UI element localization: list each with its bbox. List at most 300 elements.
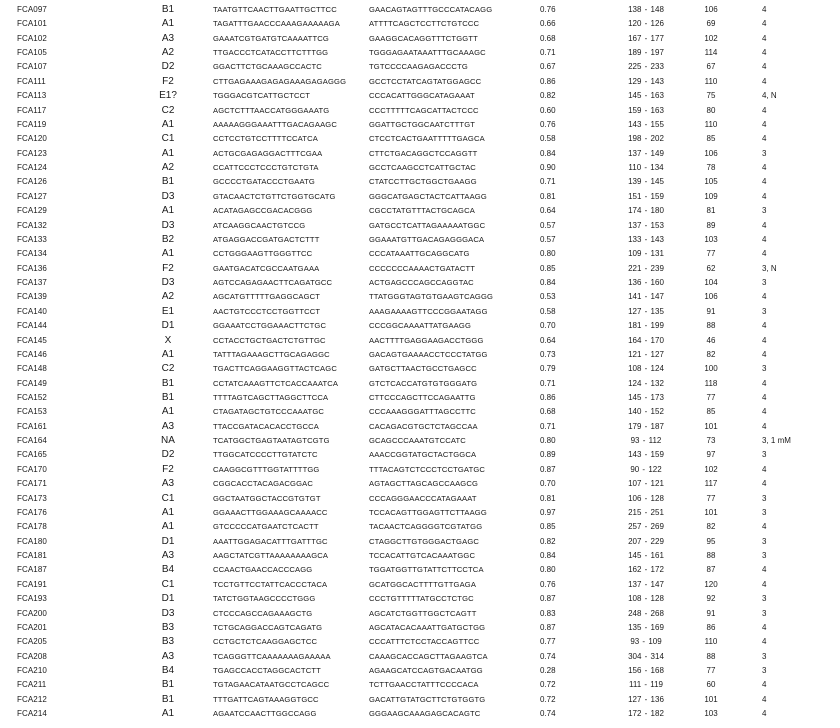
locus-name: FCA173 bbox=[17, 493, 47, 503]
locus-name: FCA200 bbox=[17, 608, 47, 618]
chromosome-assignment: A3 bbox=[161, 420, 175, 432]
sample-size: 91 bbox=[706, 608, 716, 618]
allele-size-range: 137 - 153 bbox=[628, 220, 664, 230]
forward-primer: TTGGCATCCCCTTGTATCTC bbox=[213, 450, 318, 460]
sample-size: 92 bbox=[706, 594, 716, 604]
sample-size: 85 bbox=[706, 134, 716, 144]
heterozygosity: 0.87 bbox=[540, 622, 556, 632]
sample-size: 80 bbox=[706, 105, 716, 115]
allele-size-range: 107 - 121 bbox=[628, 479, 664, 489]
table-row bbox=[0, 678, 840, 692]
sample-size: 82 bbox=[706, 349, 716, 359]
mgcl-concentration: 3 bbox=[762, 278, 767, 288]
chromosome-assignment: A1 bbox=[161, 348, 175, 360]
allele-size-range: 151 - 159 bbox=[628, 191, 664, 201]
sample-size: 77 bbox=[706, 666, 716, 676]
chromosome-assignment: A1 bbox=[161, 147, 175, 159]
reverse-primer: CCCACATTGGGCATAGAAAT bbox=[369, 91, 475, 101]
heterozygosity: 0.57 bbox=[540, 234, 556, 244]
forward-primer: AGTCCAGAGAACTTCAGATGCC bbox=[213, 278, 333, 288]
mgcl-concentration: 4 bbox=[762, 464, 767, 474]
table-row bbox=[0, 549, 840, 563]
chromosome-assignment: A1 bbox=[161, 248, 175, 260]
reverse-primer: GCCTCCTATCAGTATGGAGCC bbox=[369, 76, 482, 86]
forward-primer: AAATTGGAGACATTTGATTTGC bbox=[213, 536, 328, 546]
mgcl-concentration: 4 bbox=[762, 407, 767, 417]
mgcl-concentration: 4 bbox=[762, 680, 767, 690]
allele-size-range: 140 - 152 bbox=[628, 407, 664, 417]
table-row bbox=[0, 132, 840, 146]
table-row bbox=[0, 161, 840, 175]
table-row bbox=[0, 506, 840, 520]
chromosome-assignment: B1 bbox=[161, 377, 175, 389]
locus-name: FCA113 bbox=[17, 91, 47, 101]
table-row bbox=[0, 319, 840, 333]
locus-name: FCA140 bbox=[17, 306, 47, 316]
allele-size-range: 127 - 136 bbox=[628, 694, 664, 704]
forward-primer: CCTGGGAAGTTGGGTTCC bbox=[213, 249, 313, 259]
heterozygosity: 0.79 bbox=[540, 364, 556, 374]
chromosome-assignment: D3 bbox=[161, 219, 175, 231]
locus-name: FCA120 bbox=[17, 134, 47, 144]
chromosome-assignment: C1 bbox=[161, 492, 175, 504]
forward-primer: CAAGGCGTTTGGTATTTTGG bbox=[213, 464, 320, 474]
heterozygosity: 0.58 bbox=[540, 134, 556, 144]
forward-primer: CCTACCTGCTGACTCTGTTGC bbox=[213, 335, 326, 345]
locus-name: FCA129 bbox=[17, 206, 47, 216]
allele-size-range: 139 - 145 bbox=[628, 177, 664, 187]
chromosome-assignment: B1 bbox=[161, 391, 175, 403]
heterozygosity: 0.53 bbox=[540, 292, 556, 302]
reverse-primer: CCCGGCAAAATTATGAAGG bbox=[369, 321, 471, 331]
sample-size: 62 bbox=[706, 263, 716, 273]
chromosome-assignment: A1 bbox=[161, 18, 175, 30]
mgcl-concentration: 4 bbox=[762, 421, 767, 431]
allele-size-range: 174 - 180 bbox=[628, 206, 664, 216]
chromosome-assignment: B4 bbox=[161, 665, 175, 677]
forward-primer: CGGCACCTACAGACGGAC bbox=[213, 479, 314, 489]
allele-size-range: 137 - 149 bbox=[628, 148, 664, 158]
forward-primer: GAAATCGTGATGTCAAAATTCG bbox=[213, 33, 329, 43]
reverse-primer: TTATGGGTAGTGTGAAGTCAGGG bbox=[369, 292, 494, 302]
reverse-primer: AACTTTTGAGGAAGACCTGGG bbox=[369, 335, 484, 345]
locus-name: FCA181 bbox=[17, 551, 47, 561]
heterozygosity: 0.77 bbox=[540, 637, 556, 647]
table-row bbox=[0, 434, 840, 448]
allele-size-range: 124 - 132 bbox=[628, 378, 664, 388]
table-row bbox=[0, 147, 840, 161]
mgcl-concentration: 4 bbox=[762, 292, 767, 302]
chromosome-assignment: C1 bbox=[161, 578, 175, 590]
reverse-primer: GAACAGTAGTTTGCCCATACAGG bbox=[369, 5, 493, 14]
mgcl-concentration: 4 bbox=[762, 335, 767, 345]
forward-primer: ACTGCGAGAGGACTTTCGAA bbox=[213, 148, 323, 158]
allele-size-range: 106 - 128 bbox=[628, 493, 664, 503]
chromosome-assignment: D3 bbox=[161, 607, 175, 619]
heterozygosity: 0.67 bbox=[540, 62, 556, 72]
reverse-primer: GGGCATGAGCTACTCATTAAGG bbox=[369, 191, 487, 201]
table-row bbox=[0, 607, 840, 621]
forward-primer: TGGGACGTCATTGCTCCT bbox=[213, 91, 311, 101]
heterozygosity: 0.83 bbox=[540, 608, 556, 618]
heterozygosity: 0.73 bbox=[540, 349, 556, 359]
allele-size-range: 145 - 163 bbox=[628, 91, 664, 101]
sample-size: 101 bbox=[704, 421, 718, 431]
allele-size-range: 304 - 314 bbox=[628, 651, 664, 661]
reverse-primer: AGCATCTGGTTGGCTCAGTT bbox=[369, 608, 477, 618]
forward-primer: TATTTAGAAAGCTTGCAGAGGC bbox=[213, 349, 330, 359]
mgcl-concentration: 3, 1 mM bbox=[762, 436, 791, 446]
sample-size: 67 bbox=[706, 62, 716, 72]
locus-name: FCA136 bbox=[17, 263, 47, 273]
locus-name: FCA105 bbox=[17, 48, 47, 58]
locus-name: FCA153 bbox=[17, 407, 47, 417]
sample-size: 106 bbox=[704, 292, 718, 302]
reverse-primer: AAACCGGTATGCTACTGGCA bbox=[369, 450, 477, 460]
forward-primer: AGCTCTTTAACCATGGGAAATG bbox=[213, 105, 330, 115]
locus-name: FCA214 bbox=[17, 709, 47, 719]
sample-size: 95 bbox=[706, 536, 716, 546]
forward-primer: CCAACTGAACCACCCAGG bbox=[213, 565, 313, 575]
sample-size: 85 bbox=[706, 407, 716, 417]
heterozygosity: 0.60 bbox=[540, 105, 556, 115]
reverse-primer: GGATTGCTGGCAATCTTTGT bbox=[369, 119, 476, 129]
table-row bbox=[0, 664, 840, 678]
locus-name: FCA178 bbox=[17, 522, 47, 532]
locus-name: FCA144 bbox=[17, 321, 47, 331]
heterozygosity: 0.76 bbox=[540, 579, 556, 589]
mgcl-concentration: 4 bbox=[762, 105, 767, 115]
chromosome-assignment: E1 bbox=[161, 305, 175, 317]
heterozygosity: 0.28 bbox=[540, 666, 556, 676]
mgcl-concentration: 3 bbox=[762, 306, 767, 316]
heterozygosity: 0.70 bbox=[540, 479, 556, 489]
mgcl-concentration: 4 bbox=[762, 709, 767, 719]
table-row bbox=[0, 448, 840, 462]
sample-size: 101 bbox=[704, 694, 718, 704]
mgcl-concentration: 4 bbox=[762, 637, 767, 647]
allele-size-range: 215 - 251 bbox=[628, 507, 664, 517]
reverse-primer: GACATTGTATGCTTCTGTGGTG bbox=[369, 694, 486, 704]
table-row bbox=[0, 391, 840, 405]
allele-size-range: 198 - 202 bbox=[628, 134, 664, 144]
forward-primer: TCCTGTTCCTATTCACCCTACA bbox=[213, 579, 328, 589]
mgcl-concentration: 3 bbox=[762, 651, 767, 661]
heterozygosity: 0.71 bbox=[540, 421, 556, 431]
mgcl-concentration: 4 bbox=[762, 177, 767, 187]
heterozygosity: 0.86 bbox=[540, 392, 556, 402]
locus-name: FCA146 bbox=[17, 349, 47, 359]
sample-size: 103 bbox=[704, 234, 718, 244]
heterozygosity: 0.81 bbox=[540, 493, 556, 503]
allele-size-range: 181 - 199 bbox=[628, 321, 664, 331]
allele-size-range: 109 - 131 bbox=[628, 249, 664, 259]
locus-name: FCA097 bbox=[17, 5, 47, 14]
forward-primer: ATCAAGGCAACTGTCCG bbox=[213, 220, 306, 230]
table-row bbox=[0, 17, 840, 31]
reverse-primer: CTTCCCAGCTTCCAGAATTG bbox=[369, 392, 476, 402]
allele-size-range: 127 - 135 bbox=[628, 306, 664, 316]
heterozygosity: 0.66 bbox=[540, 19, 556, 29]
mgcl-concentration: 4 bbox=[762, 19, 767, 29]
chromosome-assignment: B1 bbox=[161, 679, 175, 691]
reverse-primer: GCAGCCCAAATGTCCATC bbox=[369, 436, 466, 446]
table-row bbox=[0, 75, 840, 89]
locus-name: FCA201 bbox=[17, 622, 47, 632]
reverse-primer: TGGGAGAATAAATTTGCAAAGC bbox=[369, 48, 486, 58]
locus-name: FCA148 bbox=[17, 364, 47, 374]
reverse-primer: GATGCTTAACTGCCTGAGCC bbox=[369, 364, 477, 374]
reverse-primer: CTAGGCTTGTGGGACTGAGC bbox=[369, 536, 480, 546]
sample-size: 82 bbox=[706, 522, 716, 532]
allele-size-range: 135 - 169 bbox=[628, 622, 664, 632]
chromosome-assignment: A3 bbox=[161, 32, 175, 44]
sample-size: 88 bbox=[706, 651, 716, 661]
chromosome-assignment: NA bbox=[161, 435, 175, 447]
heterozygosity: 0.84 bbox=[540, 278, 556, 288]
table-row bbox=[0, 118, 840, 132]
mgcl-concentration: 3 bbox=[762, 666, 767, 676]
locus-name: FCA176 bbox=[17, 507, 47, 517]
locus-name: FCA205 bbox=[17, 637, 47, 647]
allele-size-range: 172 - 182 bbox=[628, 709, 664, 719]
locus-name: FCA119 bbox=[17, 119, 47, 129]
forward-primer: CTAGATAGCTGTCCCAAATGC bbox=[213, 407, 325, 417]
reverse-primer: GACAGTGAAAACCTCCCTATGG bbox=[369, 349, 488, 359]
sample-size: 104 bbox=[704, 278, 718, 288]
chromosome-assignment: C2 bbox=[161, 104, 175, 116]
forward-primer: CCTGCTCTCAAGGAGCTCC bbox=[213, 637, 318, 647]
locus-name: FCA111 bbox=[17, 76, 46, 86]
chromosome-assignment: B4 bbox=[161, 564, 175, 576]
sample-size: 87 bbox=[706, 565, 716, 575]
table-row bbox=[0, 290, 840, 304]
forward-primer: TGAGCCACCTAGGCACTCTT bbox=[213, 666, 321, 676]
table-row bbox=[0, 405, 840, 419]
heterozygosity: 0.84 bbox=[540, 551, 556, 561]
heterozygosity: 0.70 bbox=[540, 321, 556, 331]
chromosome-assignment: B1 bbox=[161, 176, 175, 188]
reverse-primer: AAAGAAAAGTTCCCGGAATAGG bbox=[369, 306, 488, 316]
chromosome-assignment: C1 bbox=[161, 133, 175, 145]
forward-primer: CCTATCAAAGTTCTCACCAAATCA bbox=[213, 378, 339, 388]
sample-size: 88 bbox=[706, 551, 716, 561]
mgcl-concentration: 4 bbox=[762, 694, 767, 704]
heterozygosity: 0.86 bbox=[540, 76, 556, 86]
sample-size: 77 bbox=[706, 249, 716, 259]
reverse-primer: CTATCCTTGCTGGCTGAAGG bbox=[369, 177, 477, 187]
heterozygosity: 0.72 bbox=[540, 694, 556, 704]
heterozygosity: 0.72 bbox=[540, 680, 556, 690]
heterozygosity: 0.82 bbox=[540, 536, 556, 546]
reverse-primer: TTTACAGTCTCCCTCCTGATGC bbox=[369, 464, 486, 474]
allele-size-range: 159 - 163 bbox=[628, 105, 664, 115]
chromosome-assignment: D1 bbox=[161, 320, 175, 332]
locus-name: FCA164 bbox=[17, 436, 47, 446]
mgcl-concentration: 3 bbox=[762, 608, 767, 618]
chromosome-assignment: A1 bbox=[161, 205, 175, 217]
table-row bbox=[0, 477, 840, 491]
mgcl-concentration: 4 bbox=[762, 249, 767, 259]
table-row bbox=[0, 578, 840, 592]
table-row bbox=[0, 219, 840, 233]
reverse-primer: CTCCTCACTGAATTTTTGAGCA bbox=[369, 134, 485, 144]
locus-name: FCA126 bbox=[17, 177, 47, 187]
heterozygosity: 0.82 bbox=[540, 91, 556, 101]
heterozygosity: 0.89 bbox=[540, 450, 556, 460]
locus-name: FCA210 bbox=[17, 666, 47, 676]
heterozygosity: 0.80 bbox=[540, 565, 556, 575]
sample-size: 91 bbox=[706, 306, 716, 316]
table-row bbox=[0, 233, 840, 247]
reverse-primer: GGAAATGTTGACAGAGGGACA bbox=[369, 234, 485, 244]
allele-size-range: 141 - 147 bbox=[628, 292, 664, 302]
mgcl-concentration: 4 bbox=[762, 62, 767, 72]
forward-primer: ATGAGGACCGATGACTCTTT bbox=[213, 234, 320, 244]
chromosome-assignment: D3 bbox=[161, 190, 175, 202]
sample-size: 102 bbox=[704, 33, 718, 43]
chromosome-assignment: A1 bbox=[161, 118, 175, 130]
forward-primer: AAGCTATCGTTAAAAAAAAGCA bbox=[213, 551, 329, 561]
heterozygosity: 0.81 bbox=[540, 191, 556, 201]
chromosome-assignment: C2 bbox=[161, 363, 175, 375]
forward-primer: TTTGATTCAGTAAAGGTGCC bbox=[213, 694, 319, 704]
chromosome-assignment: A1 bbox=[161, 506, 175, 518]
chromosome-assignment: A1 bbox=[161, 406, 175, 418]
sample-size: 69 bbox=[706, 19, 716, 29]
locus-name: FCA123 bbox=[17, 148, 47, 158]
allele-size-range: 225 - 233 bbox=[628, 62, 664, 72]
heterozygosity: 0.64 bbox=[540, 206, 556, 216]
chromosome-assignment: A3 bbox=[161, 478, 175, 490]
allele-size-range: 110 - 134 bbox=[628, 163, 664, 173]
locus-name: FCA134 bbox=[17, 249, 47, 259]
table-row bbox=[0, 377, 840, 391]
locus-name: FCA133 bbox=[17, 234, 47, 244]
reverse-primer: GTCTCACCATGTGTGGGATG bbox=[369, 378, 478, 388]
mgcl-concentration: 4 bbox=[762, 163, 767, 173]
sample-size: 75 bbox=[706, 91, 716, 101]
heterozygosity: 0.80 bbox=[540, 436, 556, 446]
heterozygosity: 0.80 bbox=[540, 249, 556, 259]
sample-size: 46 bbox=[706, 335, 716, 345]
sample-size: 118 bbox=[704, 378, 718, 388]
mgcl-concentration: 4 bbox=[762, 479, 767, 489]
chromosome-assignment: A3 bbox=[161, 650, 175, 662]
sample-size: 110 bbox=[704, 637, 718, 647]
allele-size-range: 167 - 177 bbox=[628, 33, 664, 43]
reverse-primer: CCCAAAGGGATTTAGCCTTC bbox=[369, 407, 476, 417]
reverse-primer: GGGAAGCAAAGAGCACAGTC bbox=[369, 709, 481, 719]
allele-size-range: 121 - 127 bbox=[628, 349, 664, 359]
allele-size-range: 189 - 197 bbox=[628, 48, 664, 58]
sample-size: 81 bbox=[706, 206, 716, 216]
sample-size: 73 bbox=[706, 436, 716, 446]
mgcl-concentration: 4 bbox=[762, 5, 767, 14]
heterozygosity: 0.71 bbox=[540, 48, 556, 58]
sample-size: 109 bbox=[704, 191, 718, 201]
locus-name: FCA211 bbox=[17, 680, 47, 690]
locus-name: FCA145 bbox=[17, 335, 47, 345]
allele-size-range: 207 - 229 bbox=[628, 536, 664, 546]
forward-primer: TTGACCCTCATACCTTCTTTGG bbox=[213, 48, 329, 58]
reverse-primer: CCCCCCCAAAACTGATACTT bbox=[369, 263, 476, 273]
sample-size: 102 bbox=[704, 464, 718, 474]
table-row bbox=[0, 420, 840, 434]
mgcl-concentration: 4, N bbox=[762, 91, 777, 101]
reverse-primer: GATGCCTCATTAGAAAAATGGC bbox=[369, 220, 486, 230]
allele-size-range: 120 - 126 bbox=[628, 19, 664, 29]
allele-size-range: 111 - 119 bbox=[628, 680, 664, 690]
sample-size: 117 bbox=[704, 479, 718, 489]
reverse-primer: CCCATAAATTGCAGGCATG bbox=[369, 249, 470, 259]
sample-size: 103 bbox=[704, 709, 718, 719]
forward-primer: GGAAATCCTGGAAACTTCTGC bbox=[213, 321, 327, 331]
allele-size-range: 129 - 143 bbox=[628, 76, 664, 86]
forward-primer: GGCTAATGGCTACCGTGTGT bbox=[213, 493, 321, 503]
forward-primer: CTTGAGAAAGAGAGAAAGAGAGGG bbox=[213, 76, 347, 86]
locus-name: FCA127 bbox=[17, 191, 47, 201]
allele-size-range: 93 - 112 bbox=[630, 436, 662, 446]
heterozygosity: 0.71 bbox=[540, 177, 556, 187]
forward-primer: AGAATCCAACTTGGCCAGG bbox=[213, 709, 317, 719]
forward-primer: GTACAACTCTGTTCTGGTGCATG bbox=[213, 191, 336, 201]
heterozygosity: 0.90 bbox=[540, 163, 556, 173]
reverse-primer: AGAAGCATCCAGTGACAATGG bbox=[369, 666, 483, 676]
allele-size-range: 137 - 147 bbox=[628, 579, 664, 589]
mgcl-concentration: 4 bbox=[762, 565, 767, 575]
forward-primer: CCATTCCCTCCCTGTCTGTA bbox=[213, 163, 319, 173]
table-row bbox=[0, 32, 840, 46]
table-row bbox=[0, 348, 840, 362]
table-row bbox=[0, 707, 840, 721]
sample-size: 101 bbox=[704, 507, 718, 517]
allele-size-range: 145 - 173 bbox=[628, 392, 664, 402]
chromosome-assignment: B1 bbox=[161, 4, 175, 15]
heterozygosity: 0.84 bbox=[540, 148, 556, 158]
sample-size: 114 bbox=[704, 48, 718, 58]
allele-size-range: 179 - 187 bbox=[628, 421, 664, 431]
sample-size: 106 bbox=[704, 148, 718, 158]
reverse-primer: ACTGAGCCCAGCCAGGTAC bbox=[369, 278, 474, 288]
sample-size: 77 bbox=[706, 493, 716, 503]
table-row bbox=[0, 89, 840, 103]
table-row bbox=[0, 190, 840, 204]
table-row bbox=[0, 563, 840, 577]
reverse-primer: TCCACAGTTGGAGTTCTTAAGG bbox=[369, 507, 487, 517]
mgcl-concentration: 3 bbox=[762, 536, 767, 546]
reverse-primer: CCCAGGGAACCCATAGAAAT bbox=[369, 493, 477, 503]
table-row bbox=[0, 247, 840, 261]
table-row bbox=[0, 650, 840, 664]
chromosome-assignment: B2 bbox=[161, 233, 175, 245]
heterozygosity: 0.74 bbox=[540, 651, 556, 661]
sample-size: 100 bbox=[704, 364, 718, 374]
locus-name: FCA149 bbox=[17, 378, 47, 388]
table-row bbox=[0, 621, 840, 635]
sample-size: 120 bbox=[704, 579, 718, 589]
allele-size-range: 164 - 170 bbox=[628, 335, 664, 345]
sample-size: 97 bbox=[706, 450, 716, 460]
chromosome-assignment: A2 bbox=[161, 291, 175, 303]
chromosome-assignment: A3 bbox=[161, 550, 175, 562]
sample-size: 86 bbox=[706, 622, 716, 632]
mgcl-concentration: 3 bbox=[762, 507, 767, 517]
chromosome-assignment: B3 bbox=[161, 636, 175, 648]
chromosome-assignment: A1 bbox=[161, 521, 175, 533]
table-row bbox=[0, 3, 840, 17]
table-row bbox=[0, 305, 840, 319]
